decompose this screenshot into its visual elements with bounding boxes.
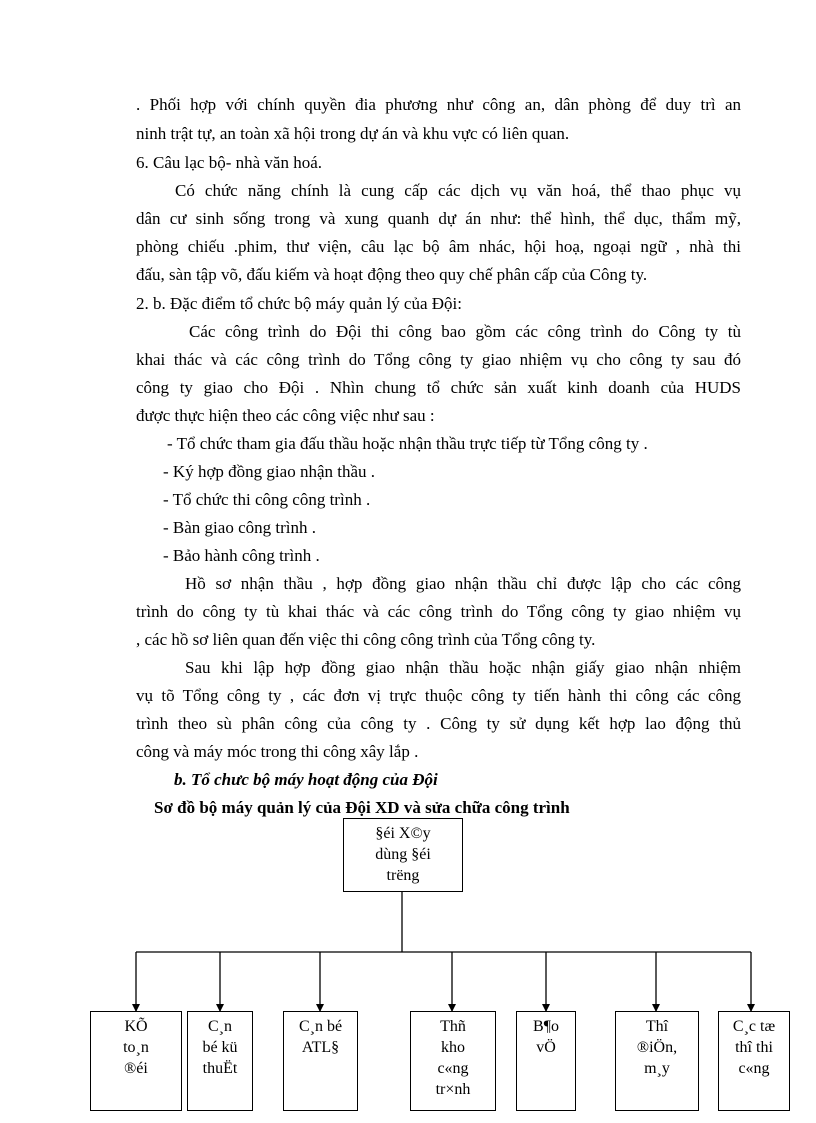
paragraph-line: ninh trật tự, an toàn xã hội trong dự án và khu vực có liên quan.	[136, 124, 570, 143]
paragraph-line: khai thác và các công trình do Tổng công ty giao nhiệm vụ cho công ty sau đó	[136, 350, 741, 369]
list-item: - Tổ chức tham gia đấu thầu hoặc nhận thầu trực tiếp từ Tổng công ty .	[167, 434, 648, 453]
org-node-label: B¶o vÖ	[533, 1018, 559, 1056]
org-node-cac-to-tho	[718, 1011, 790, 1111]
org-node-label: C¸n bé ATL§	[298, 1018, 343, 1056]
org-node-label: KÕ to¸n ®éi	[123, 1018, 149, 1077]
paragraph-line: trình theo sù phân công của công ty . Công ty sử dụng kết hợp lao động thủ	[136, 714, 741, 733]
paragraph-line: . Phối hợp với chính quyền đia phương như công an, dân phòng để duy trì an	[136, 95, 741, 114]
org-node-tho-dien-may	[615, 1011, 699, 1111]
paragraph-line: Sau khi lập hợp đồng giao nhận thầu hoặc nhận giấy giao nhận nhiệm	[185, 658, 741, 677]
chart-title: Sơ đồ bộ máy quản lý của Đội XD và sửa chữa công trình	[154, 798, 570, 817]
paragraph-line: Hồ sơ nhận thầu , hợp đồng giao nhận thầu chỉ được lập cho các công	[185, 574, 741, 593]
list-item: - Bàn giao công trình .	[163, 518, 316, 537]
paragraph-line: vụ tõ Tổng công ty , các đơn vị trực thuộc công ty tiến hành thi công các công	[136, 686, 741, 705]
list-item: - Ký hợp đồng giao nhận thầu .	[163, 462, 376, 481]
org-root-label: §éi X©y dùng §éi trëng	[375, 825, 431, 884]
org-node-label: Thî ®iÖn, m¸y	[636, 1018, 678, 1077]
org-node-label: C¸c tæ thî thi c«ng	[732, 1018, 776, 1077]
list-item: - Tổ chức thi công công trình .	[163, 490, 371, 509]
paragraph-line: Các công trình do Đội thi công bao gồm các công trình do Công ty tù	[189, 322, 741, 341]
paragraph-line: Có chức năng chính là cung cấp các dịch vụ văn hoá, thể thao phục vụ	[175, 181, 741, 200]
paragraph-line: được thực hiện theo các công việc như sau :	[136, 406, 435, 425]
org-node-ke-toan	[90, 1011, 182, 1111]
org-node-can-bo-ky-thuat	[187, 1011, 253, 1111]
org-node-label: Thñ kho c«ng tr×nh	[435, 1018, 471, 1098]
org-node-can-bo-atld	[283, 1011, 358, 1111]
org-node-label: C¸n bé kü thuËt	[202, 1018, 238, 1077]
section-heading-b: b. Tổ chưc bộ máy hoạt động của Đội	[174, 770, 438, 789]
section-heading-2b: 2. b. Đặc điểm tổ chức bộ máy quản lý của Đội:	[136, 294, 462, 313]
org-root-box	[343, 818, 463, 892]
section-heading-6: 6. Câu lạc bộ- nhà văn hoá.	[136, 153, 322, 172]
paragraph-line: trình do công ty tù khai thác và các công trình do Tổng công ty giao nhiệm vụ	[136, 602, 741, 621]
paragraph-line: phòng chiếu .phim, thư viện, câu lạc bộ âm nhác, hội hoạ, ngoại ngữ , nhà thi	[136, 237, 741, 256]
org-node-thu-kho	[410, 1011, 496, 1111]
paragraph-line: công và máy móc trong thi công xây lắp .	[136, 742, 419, 761]
paragraph-line: đấu, sàn tập võ, đấu kiếm và hoạt động theo quy chế phân cấp của Công ty.	[136, 265, 648, 284]
org-node-bao-ve	[516, 1011, 576, 1111]
paragraph-line: , các hồ sơ liên quan đến việc thi công công trình của Tổng công ty.	[136, 630, 596, 649]
paragraph-line: công ty giao cho Đội . Nhìn chung tổ chức sản xuất kinh doanh của HUDS	[136, 378, 741, 397]
list-item: - Bảo hành công trình .	[163, 546, 320, 565]
paragraph-line: dân cư sinh sống trong và xung quanh dự án như: thể hình, thể dục, thẩm mỹ,	[136, 209, 741, 228]
